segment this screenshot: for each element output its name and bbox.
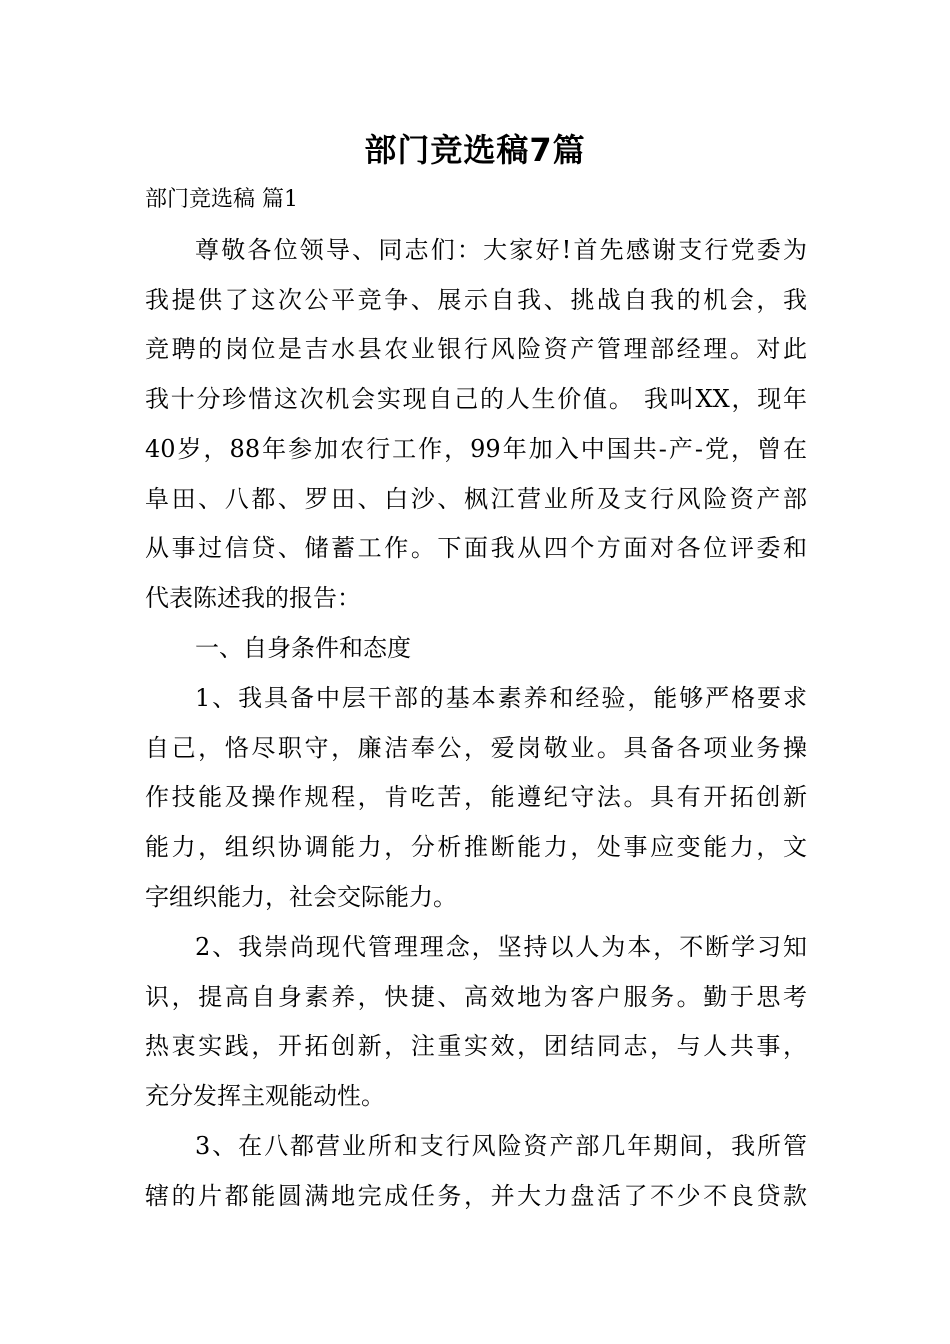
text-line: 竞聘的岗位是吉水县农业银行风险资产管理部经理。对此: [145, 335, 807, 363]
section-heading: 一、自身条件和态度: [195, 634, 411, 662]
text-line: 充分发挥主观能动性。: [145, 1082, 385, 1110]
text-line: 从事过信贷、储蓄工作。下面我从四个方面对各位评委和: [145, 534, 807, 562]
document-subtitle: 部门竞选稿 篇1: [145, 187, 298, 212]
text-line: 尊敬各位领导、同志们：大家好!首先感谢支行党委为: [195, 236, 807, 264]
text-line: 代表陈述我的报告：: [145, 584, 361, 612]
text-line: 自己，恪尽职守，廉洁奉公，爱岗敬业。具备各项业务操: [145, 734, 807, 762]
text-line: 1、我具备中层干部的基本素养和经验，能够严格要求: [195, 684, 807, 712]
text-line: 40岁，88年参加农行工作，99年加入中国共-产-党，曾在: [145, 435, 807, 463]
document-title: 部门竞选稿7篇: [364, 131, 586, 169]
text-line: 字组织能力，社会交际能力。: [145, 883, 457, 911]
text-line: 2、我崇尚现代管理理念，坚持以人为本，不断学习知: [195, 933, 807, 961]
text-line: 热衷实践，开拓创新，注重实效，团结同志，与人共事，: [145, 1032, 807, 1060]
text-line: 3、在八都营业所和支行风险资产部几年期间，我所管: [195, 1132, 807, 1160]
text-line: 能力，组织协调能力，分析推断能力，处事应变能力，文: [145, 833, 807, 861]
text-line: 我提供了这次公平竞争、展示自我、挑战自我的机会，我: [145, 286, 807, 314]
text-line: 辖的片都能圆满地完成任务，并大力盘活了不少不良贷款: [145, 1182, 807, 1210]
text-line: 识，提高自身素养，快捷、高效地为客户服务。勤于思考: [145, 983, 807, 1011]
text-line: 阜田、八都、罗田、白沙、枫江营业所及支行风险资产部: [145, 485, 807, 513]
text-line: 我十分珍惜这次机会实现自己的人生价值。 我叫XX，现年: [145, 385, 807, 413]
text-line: 作技能及操作规程，肯吃苦，能遵纪守法。具有开拓创新: [145, 783, 807, 811]
